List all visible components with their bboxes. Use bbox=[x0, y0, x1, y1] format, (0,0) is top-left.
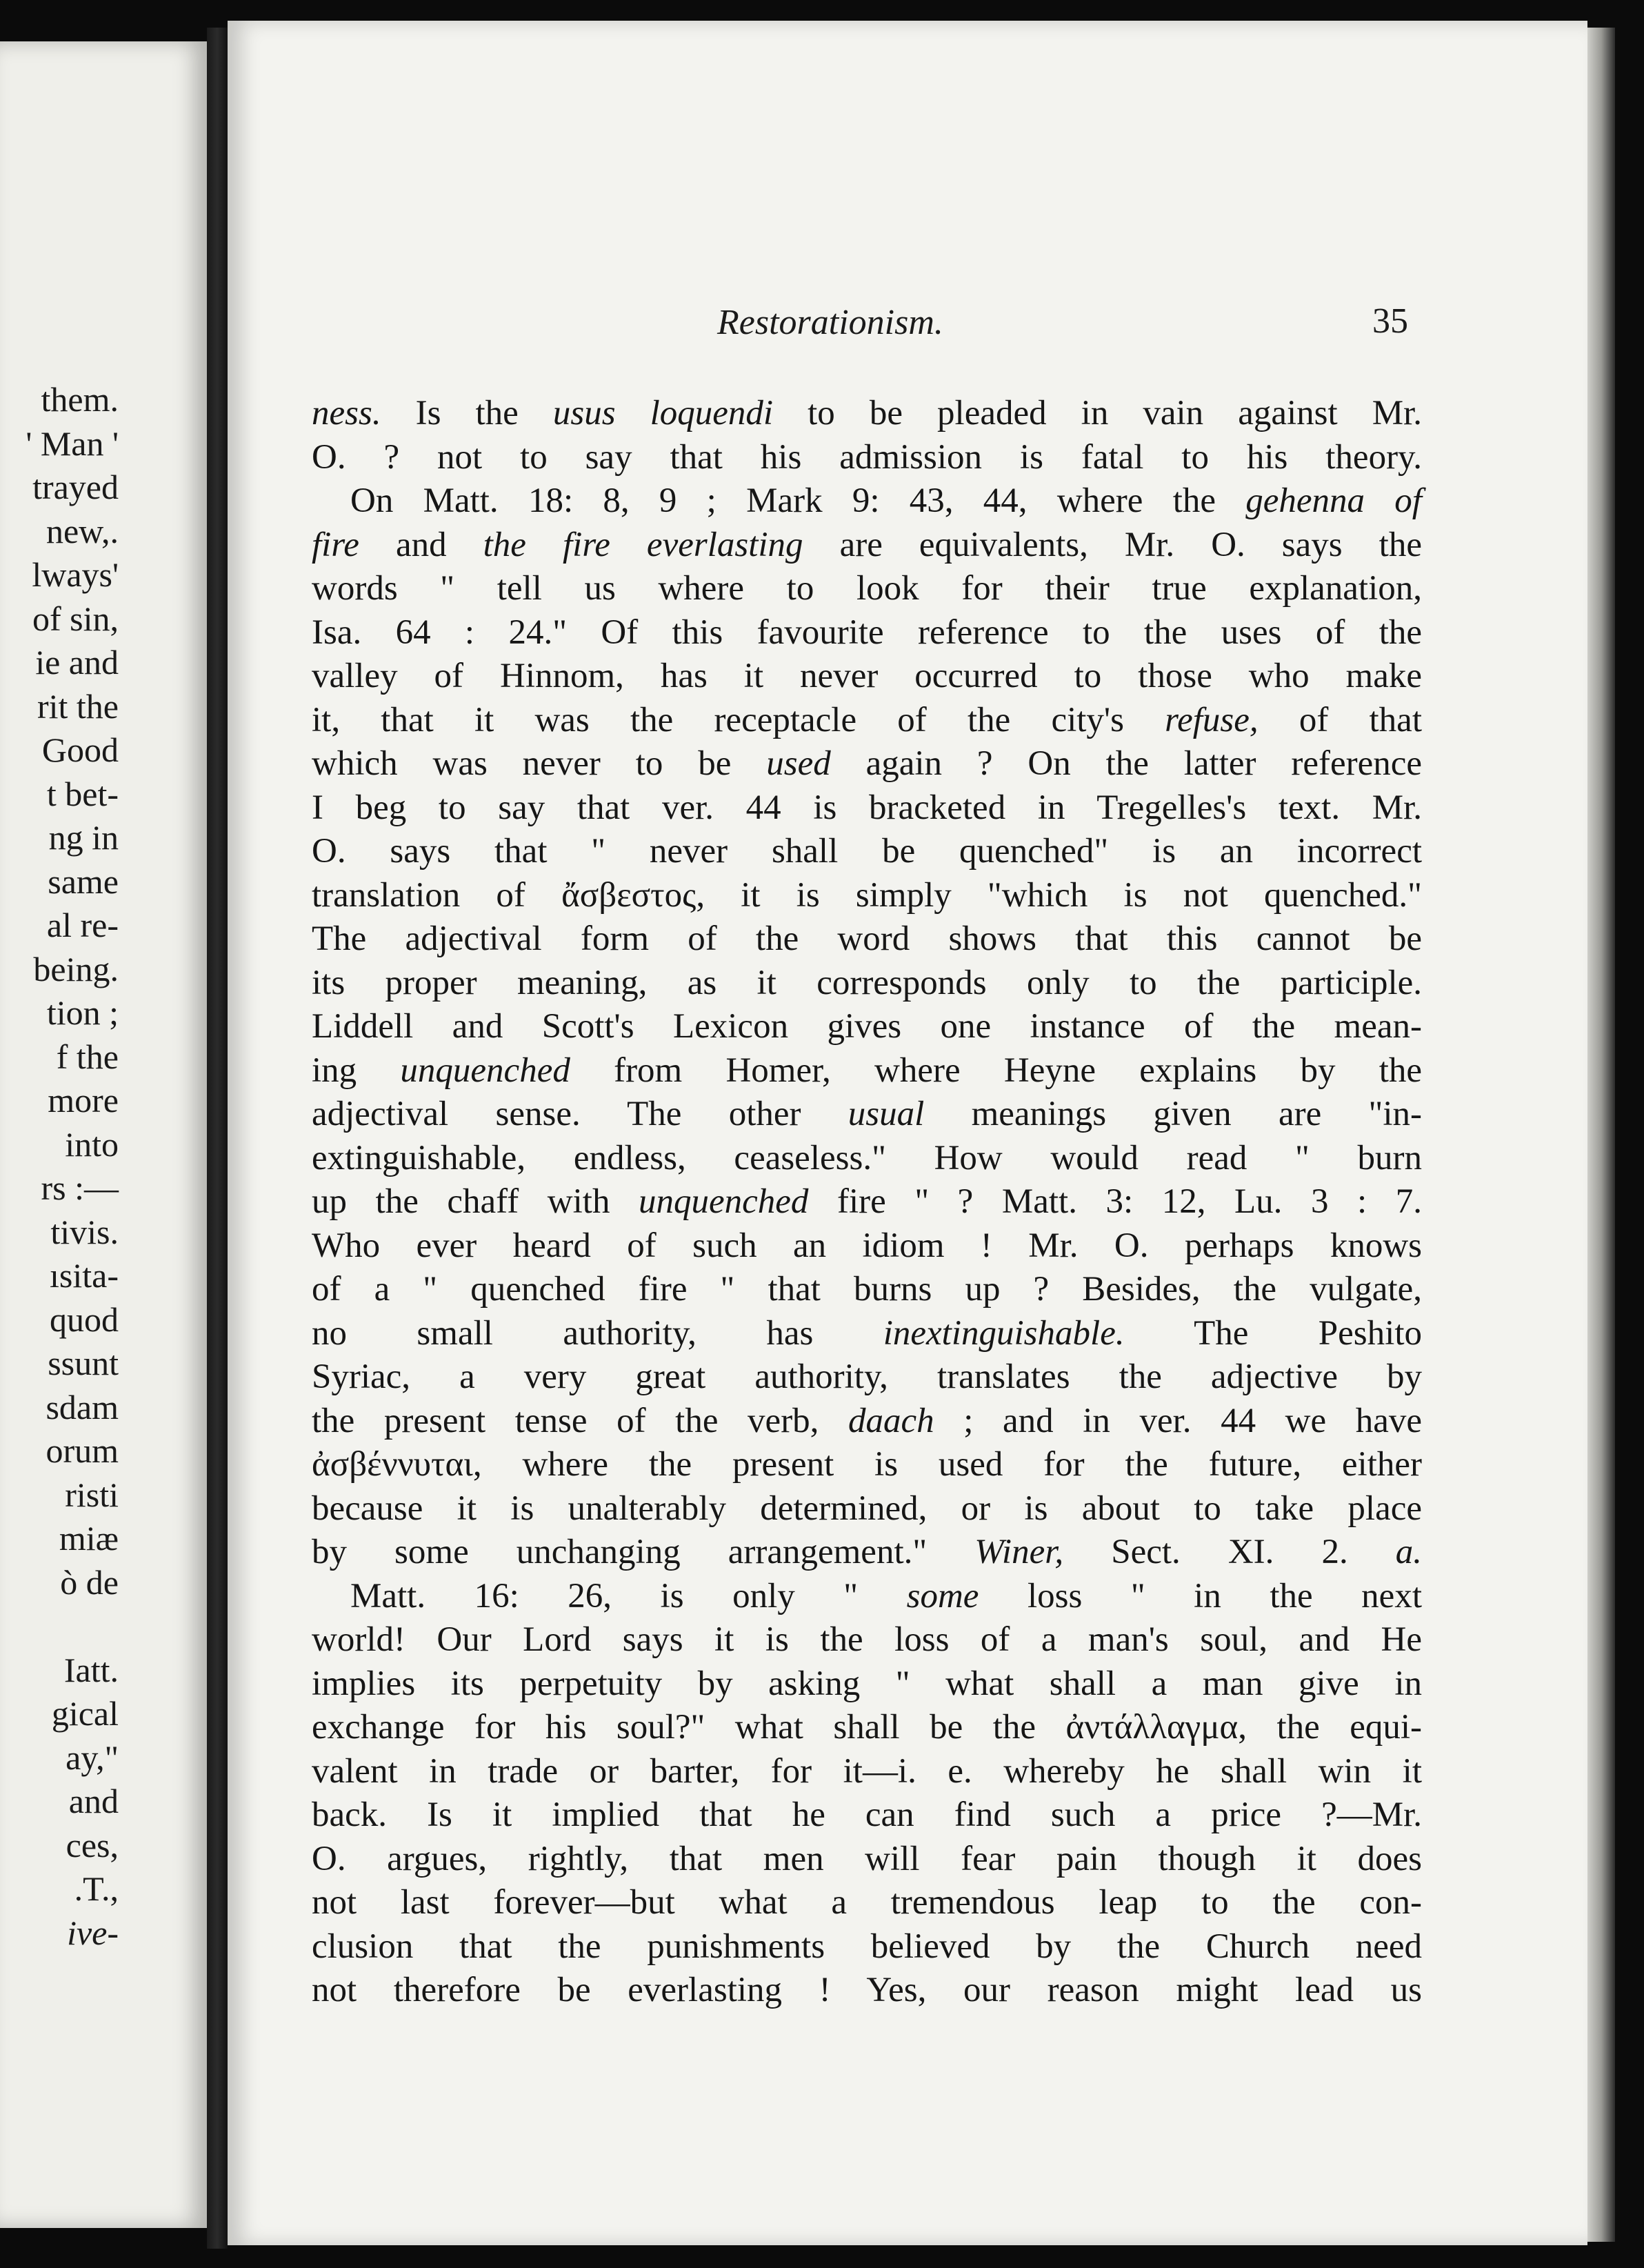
text-line bbox=[312, 1443, 1422, 1487]
text-run: its proper meaning, as it corresponds only to the participle. bbox=[312, 963, 1422, 1002]
text-run: not last forever—but what a tremendous leap to the con- bbox=[312, 1883, 1422, 1922]
text-line bbox=[312, 1180, 1422, 1224]
text-run: by some unchanging arrangement." bbox=[312, 1533, 975, 1571]
text-run: O. says that " never shall be quenched" is an incorrect bbox=[312, 832, 1422, 871]
text-line bbox=[312, 1531, 1422, 1575]
previous-page-line: new,. bbox=[46, 511, 119, 550]
text-run: back. Is it implied that he can find such a price ?—Mr. bbox=[312, 1796, 1422, 1834]
text-run: O. ? not to say that his admission is fatal to his theory. bbox=[312, 437, 1422, 477]
text-line bbox=[312, 567, 1422, 611]
previous-page-line: Iatt. bbox=[63, 1650, 119, 1689]
text-line bbox=[312, 479, 1422, 524]
page-number: 35 bbox=[1372, 301, 1408, 341]
text-run: up the chaff with bbox=[312, 1182, 639, 1221]
text-line bbox=[312, 1618, 1422, 1662]
previous-page-line: sdam bbox=[46, 1387, 119, 1426]
text-line bbox=[312, 655, 1422, 699]
text-run: Sect. XI. 2. bbox=[1063, 1533, 1396, 1571]
text-run: exchange for his soul?" what shall be the ἀντάλλαγμα, the equi- bbox=[312, 1708, 1422, 1747]
text-run: O. argues, rightly, that men will fear pain though it does bbox=[312, 1839, 1422, 1878]
text-run: translation of ἄσβεστος, it is simply "which is not quenched." bbox=[312, 875, 1422, 915]
text-run: fire " ? Matt. 3: 12, Lu. 3 : 7. bbox=[808, 1182, 1423, 1221]
text-run: and bbox=[359, 525, 483, 564]
text-run: of that bbox=[1258, 700, 1422, 739]
text-line bbox=[312, 1925, 1422, 1969]
text-run: from Homer, where Heyne explains by the bbox=[570, 1051, 1422, 1090]
text-run: valley of Hinnom, has it never occurred to those who make bbox=[312, 657, 1422, 695]
previous-page-line: ısita- bbox=[50, 1256, 119, 1295]
previous-page-line: trayed bbox=[32, 468, 119, 506]
text-run: world! Our Lord says it is the loss of a man's soul, and He bbox=[312, 1620, 1422, 1659]
previous-page-line: being. bbox=[33, 949, 119, 988]
text-run: it, that it was the receptacle of the city's bbox=[312, 700, 1165, 739]
previous-page-line: of sin, bbox=[32, 599, 119, 638]
text-line bbox=[312, 1487, 1422, 1531]
italic-text: unquenched bbox=[400, 1051, 570, 1090]
text-line bbox=[312, 1706, 1422, 1750]
text-line bbox=[312, 524, 1422, 568]
text-run: which was never to be bbox=[312, 744, 767, 783]
text-run: ἀσβέννυται, where the present is used for the future, either bbox=[312, 1445, 1422, 1484]
previous-page-line: risti bbox=[65, 1475, 119, 1514]
italic-text: refuse, bbox=[1165, 700, 1259, 739]
italic-text: some bbox=[906, 1576, 979, 1615]
text-line bbox=[312, 1881, 1422, 1925]
text-line bbox=[312, 1400, 1422, 1444]
previous-page-line: ng in bbox=[48, 818, 119, 857]
text-line bbox=[312, 1969, 1422, 2013]
page-edge bbox=[1587, 28, 1615, 2242]
previous-page-line: them. bbox=[41, 380, 119, 419]
text-line bbox=[312, 1268, 1422, 1312]
text-line bbox=[312, 699, 1422, 743]
previous-page-line: same bbox=[48, 862, 119, 901]
text-run: valent in trade or barter, for it—i. e. whereby he shall win it bbox=[312, 1751, 1422, 1791]
text-line bbox=[312, 786, 1422, 830]
previous-page-line: into bbox=[65, 1124, 119, 1164]
italic-text: usual bbox=[848, 1095, 925, 1133]
text-line bbox=[312, 1005, 1422, 1049]
previous-page-line: tivis. bbox=[50, 1212, 119, 1251]
running-head: Restorationism. bbox=[717, 303, 943, 342]
previous-page-line: gical bbox=[51, 1694, 119, 1733]
previous-page-line: ay," bbox=[66, 1738, 119, 1777]
previous-page-line: .T., bbox=[74, 1869, 119, 1908]
text-run: not therefore be everlasting ! Yes, our reason might lead us bbox=[312, 1971, 1422, 2009]
text-run: loss " in the next bbox=[979, 1576, 1422, 1615]
text-run: Who ever heard of such an idiom ! Mr. O. perhaps knows bbox=[312, 1226, 1422, 1265]
italic-text: a. bbox=[1395, 1533, 1422, 1571]
previous-page-line: ssunt bbox=[48, 1344, 119, 1382]
text-line bbox=[312, 436, 1422, 480]
previous-page-line: lways' bbox=[32, 555, 119, 594]
text-run: to be pleaded in vain against Mr. bbox=[773, 394, 1422, 432]
text-line bbox=[312, 830, 1422, 874]
text-line bbox=[312, 1575, 1422, 1619]
text-run: because it is unalterably determined, or is about to take place bbox=[312, 1489, 1422, 1528]
text-line bbox=[312, 1049, 1422, 1093]
text-line bbox=[312, 874, 1422, 918]
text-run: clusion that the punishments believed by the Church need bbox=[312, 1927, 1422, 1966]
previous-page-line: more bbox=[48, 1081, 119, 1120]
previous-page-line: t bet- bbox=[46, 774, 119, 813]
previous-page-line: rs :— bbox=[41, 1168, 119, 1207]
text-run: implies its perpetuity by asking " what shall a man give in bbox=[312, 1664, 1422, 1703]
previous-page-line: ò de bbox=[60, 1562, 119, 1602]
text-run: adjectival sense. The other bbox=[312, 1095, 848, 1133]
text-run: I beg to say that ver. 44 is bracketed in Tregelles's text. Mr. bbox=[312, 788, 1422, 827]
body-text bbox=[312, 392, 1422, 2013]
previous-page-line: ie and bbox=[35, 643, 119, 682]
previous-page-line: rit the bbox=[37, 686, 119, 726]
text-run: the present tense of the verb, bbox=[312, 1401, 849, 1440]
previous-page-line: miæ bbox=[59, 1519, 119, 1558]
text-run: no small authority, has bbox=[312, 1313, 883, 1353]
previous-page-line: quod bbox=[50, 1300, 119, 1339]
previous-page-line: al re- bbox=[46, 906, 119, 944]
text-line bbox=[312, 1224, 1422, 1269]
text-line bbox=[312, 611, 1422, 655]
text-line bbox=[312, 1355, 1422, 1400]
text-line bbox=[312, 1750, 1422, 1794]
text-line bbox=[312, 1137, 1422, 1181]
previous-page-line: orum bbox=[46, 1431, 119, 1470]
text-line bbox=[312, 742, 1422, 786]
text-run: ing bbox=[312, 1051, 401, 1090]
previous-page-line: tion ; bbox=[46, 993, 119, 1032]
text-run: Liddell and Scott's Lexicon gives one instance of the mean- bbox=[312, 1007, 1422, 1046]
italic-text: daach bbox=[848, 1401, 934, 1440]
text-run: Is the bbox=[381, 394, 553, 432]
text-line bbox=[312, 1312, 1422, 1356]
text-line bbox=[312, 1838, 1422, 1882]
text-run: ; and in ver. 44 we have bbox=[934, 1401, 1422, 1440]
previous-page-line: ive- bbox=[67, 1913, 119, 1952]
text-run: meanings given are "in- bbox=[924, 1095, 1422, 1133]
italic-text: unquenched bbox=[639, 1182, 809, 1221]
text-line bbox=[312, 1093, 1422, 1137]
text-run: are equivalents, Mr. O. says the bbox=[803, 525, 1422, 564]
text-line bbox=[312, 1662, 1422, 1707]
italic-text: the fire everlasting bbox=[483, 525, 803, 564]
text-run: On Matt. 18: 8, 9 ; Mark 9: 43, 44, where the bbox=[350, 481, 1246, 520]
text-run: Isa. 64 : 24." Of this favourite reference to the uses of the bbox=[312, 613, 1422, 652]
text-run: words " tell us where to look for their true explanation, bbox=[312, 569, 1422, 608]
text-run: The adjectival form of the word shows that this cannot be bbox=[312, 919, 1422, 958]
previous-page-line: ' Man ' bbox=[26, 424, 119, 463]
book-gutter bbox=[207, 28, 228, 2249]
italic-text: ness. bbox=[312, 394, 381, 432]
previous-page bbox=[0, 41, 207, 2228]
text-run: Matt. 16: 26, is only " bbox=[350, 1576, 907, 1615]
previous-page-line: ces, bbox=[66, 1825, 119, 1864]
text-run: extinguishable, endless, ceaseless." How would read " burn bbox=[312, 1138, 1422, 1177]
text-line bbox=[312, 392, 1422, 436]
text-run: again ? On the latter reference bbox=[830, 744, 1422, 783]
previous-page-line: f the bbox=[56, 1037, 119, 1076]
text-run: of a " quenched fire " that burns up ? Besides, the vulgate, bbox=[312, 1270, 1422, 1309]
previous-page-line: and bbox=[68, 1782, 119, 1820]
italic-text: inextinguishable. bbox=[883, 1313, 1125, 1353]
italic-text: Winer, bbox=[974, 1533, 1064, 1571]
italic-text: usus loquendi bbox=[552, 394, 774, 432]
italic-text: gehenna of bbox=[1245, 481, 1422, 520]
italic-text: fire bbox=[312, 525, 359, 564]
text-line bbox=[312, 1793, 1422, 1838]
text-run: Syriac, a very great authority, translates the adjective by bbox=[312, 1357, 1422, 1396]
text-line bbox=[312, 962, 1422, 1006]
italic-text: used bbox=[766, 744, 831, 783]
previous-page-line: Good bbox=[41, 730, 119, 769]
text-line bbox=[312, 917, 1422, 962]
text-run: The Peshito bbox=[1124, 1313, 1422, 1353]
